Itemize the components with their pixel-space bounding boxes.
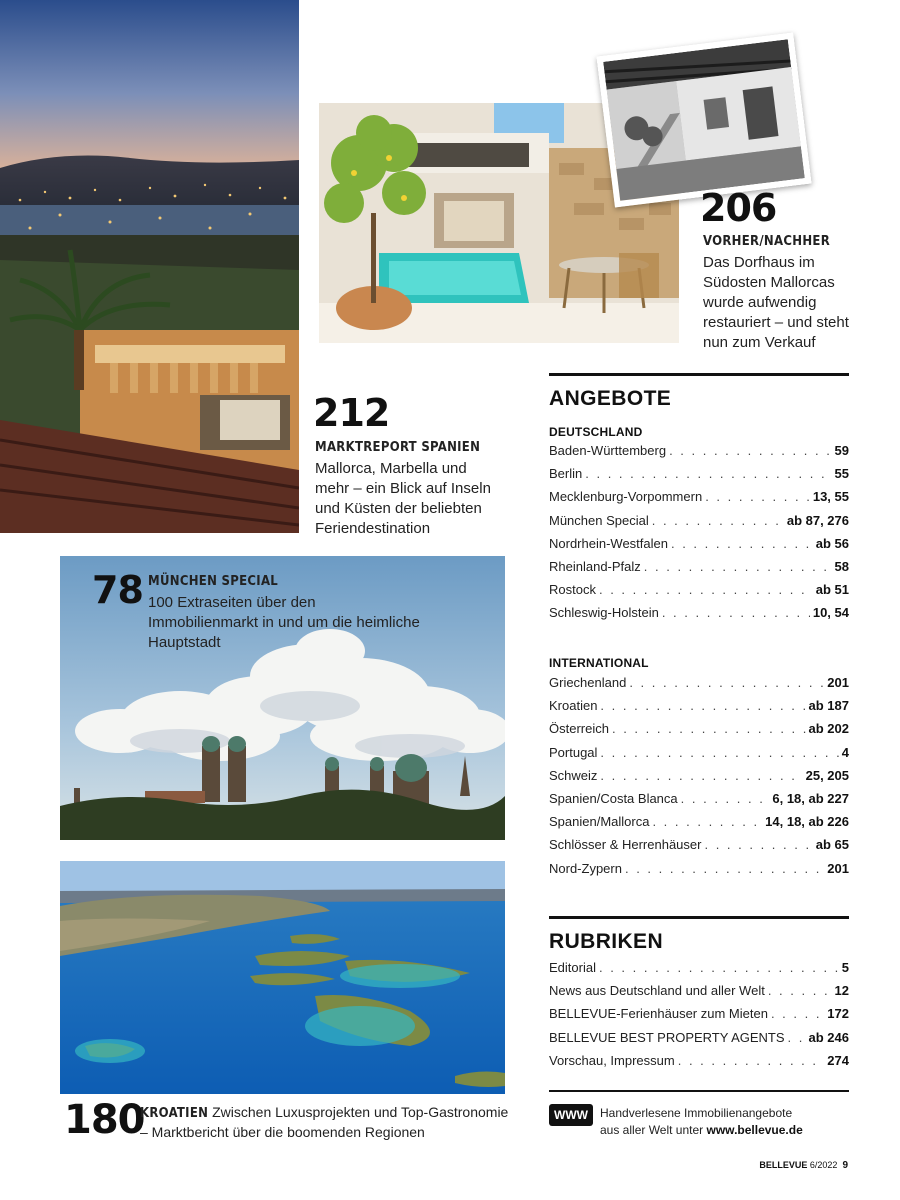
footer-issue: 6/2022 [809, 1160, 838, 1170]
toc-entry [549, 559, 849, 582]
toc-entry-page: ab 65 [815, 837, 849, 853]
feature-text: Zwischen Luxusprojekten und Top-Gastronomie – Marktbericht über die boomenden Regionen [140, 1104, 509, 1140]
feature-kroatien [140, 1103, 510, 1141]
promo-line1: Handverlesene Immobilienangebote [600, 1106, 793, 1120]
footer-magazine: BELLEVUE [759, 1160, 808, 1170]
section-rule [549, 373, 849, 376]
toc-entry [549, 1030, 849, 1053]
toc-entry [549, 536, 849, 559]
feature-muenchen-special [148, 572, 428, 653]
toc-entry [549, 721, 849, 744]
toc-entry-name: Rostock [549, 582, 596, 598]
feature-vorher-nachher [703, 232, 853, 353]
toc-entry-page: ab 202 [808, 721, 849, 737]
toc-entry [549, 582, 849, 605]
toc-entry-name: Griechenland [549, 675, 627, 690]
promo-line2: aus aller Welt unter [600, 1123, 704, 1137]
promo-text [600, 1105, 803, 1139]
toc-entry [549, 675, 849, 698]
toc-entry-name: Schleswig-Holstein [549, 605, 659, 621]
toc-entry-name: Schweiz [549, 767, 598, 783]
toc-entry [549, 443, 849, 466]
feature-number-180: 180 [64, 1097, 145, 1143]
section-rule [549, 1090, 849, 1092]
toc-entry [549, 466, 849, 489]
toc-entry-page: 25, 205 [805, 767, 849, 783]
toc-leader-dots [612, 721, 806, 736]
toc-entry-name: Spanien/Costa Blanca [549, 790, 678, 806]
toc-leader-dots [600, 698, 805, 713]
toc-leader-dots [600, 745, 838, 760]
toc-entry-page: 5 [841, 960, 849, 975]
toc-entry-page: 6, 18, ab 227 [772, 790, 849, 806]
toc-leader-dots [669, 443, 831, 458]
toc-leader-dots [681, 791, 770, 806]
feature-kicker: KROATIEN [140, 1106, 209, 1121]
photo-before-renovation [596, 33, 811, 208]
toc-entry [549, 698, 849, 721]
toc-entry-name: Nordrhein-Westfalen [549, 535, 668, 551]
toc-entry-page: ab 187 [808, 698, 849, 714]
toc-entry [549, 960, 849, 983]
toc-entry-page: 13, 55 [812, 489, 849, 505]
toc-leader-dots [671, 536, 813, 551]
toc-entry-page: ab 56 [815, 535, 849, 551]
toc-entry-name: Kroatien [549, 698, 598, 714]
toc-entry-page: 4 [841, 744, 849, 760]
toc-entry-name: BELLEVUE BEST PROPERTY AGENTS [549, 1029, 785, 1045]
toc-entry-name: BELLEVUE-Ferienhäuser zum Mieten [549, 1006, 768, 1022]
toc-leader-dots [644, 559, 832, 574]
toc-entry [549, 768, 849, 791]
toc-entry-page: 14, 18, ab 226 [765, 814, 849, 830]
toc-entry [549, 489, 849, 512]
toc-entry-name: Österreich [549, 721, 609, 737]
toc-leader-dots [788, 1030, 806, 1045]
toc-entry-name: Baden-Württemberg [549, 443, 667, 458]
toc-entry-page: ab 87, 276 [786, 512, 849, 528]
toc-entry [549, 1006, 849, 1029]
feature-text: Mallorca, Marbella und mehr – ein Blick auf Inseln und Küsten der beliebten Feriendestination [315, 460, 491, 537]
toc-entry-name: Mecklenburg-Vorpommern [549, 489, 703, 505]
toc-leader-dots [585, 466, 831, 481]
section-rule [549, 916, 849, 919]
feature-text: 100 Extraseiten über den Immobilienmarkt in und um die heimliche Hauptstadt [148, 594, 420, 651]
toc-list-deutschland [549, 443, 849, 629]
toc-entry-page: 58 [834, 558, 849, 574]
toc-entry-page: 172 [827, 1006, 849, 1022]
toc-leader-dots [704, 837, 812, 852]
toc-entry-page: 59 [834, 443, 849, 458]
toc-entry-name: Editorial [549, 960, 596, 975]
toc-entry-page: 55 [834, 466, 849, 482]
toc-entry [549, 837, 849, 860]
feature-kicker: VORHER/NACHHER [703, 234, 831, 249]
section-title-angebote: ANGEBOTE [549, 387, 672, 410]
feature-kicker: MARKTREPORT SPANIEN [315, 440, 481, 455]
toc-leader-dots [678, 1053, 825, 1068]
toc-entry-page: ab 51 [815, 582, 849, 598]
toc-leader-dots [768, 983, 832, 998]
toc-entry [549, 745, 849, 768]
feature-number-212: 212 [313, 391, 390, 435]
toc-entry-name: Spanien/Mallorca [549, 814, 650, 830]
toc-leader-dots [652, 814, 762, 829]
toc-entry-name: Berlin [549, 466, 583, 482]
toc-entry [549, 791, 849, 814]
toc-entry-name: Vorschau, Impressum [549, 1052, 675, 1068]
toc-leader-dots [705, 489, 810, 504]
toc-entry-page: 201 [827, 860, 849, 876]
feature-number-206: 206 [700, 186, 777, 230]
toc-leader-dots [599, 960, 839, 975]
toc-entry-name: News aus Deutschland und aller Welt [549, 983, 765, 999]
page-footer [759, 1160, 848, 1171]
toc-entry-page: ab 246 [808, 1029, 849, 1045]
feature-marktreport-spanien [315, 438, 495, 539]
www-icon: WWW [549, 1104, 593, 1126]
toc-leader-dots [625, 861, 824, 876]
toc-leader-dots [771, 1006, 824, 1021]
subsection-title-deutschland: DEUTSCHLAND [549, 425, 643, 439]
footer-page-number: 9 [842, 1160, 848, 1171]
toc-entry-name: Nord-Zypern [549, 860, 622, 876]
toc-leader-dots [662, 605, 810, 620]
photo-croatia-islands [60, 861, 505, 1094]
promo-url-link[interactable]: www.bellevue.de [706, 1123, 803, 1137]
toc-entry [549, 861, 849, 884]
toc-entry-page: 201 [827, 675, 849, 690]
toc-entry [549, 983, 849, 1006]
toc-list-rubriken [549, 960, 849, 1076]
feature-number-78: 78 [92, 568, 143, 612]
toc-entry-page: 274 [827, 1052, 849, 1068]
toc-leader-dots [600, 768, 802, 783]
toc-entry-name: Rheinland-Pfalz [549, 558, 641, 574]
toc-entry-page: 10, 54 [812, 605, 849, 621]
toc-leader-dots [629, 675, 824, 690]
toc-entry [549, 814, 849, 837]
toc-entry [549, 513, 849, 536]
feature-text: Das Dorfhaus im Südosten Mallorcas wurde aufwendig restauriert – und steht nun zum Verkauf [703, 254, 849, 351]
toc-leader-dots [652, 513, 784, 528]
toc-entry-name: Portugal [549, 744, 598, 760]
subsection-title-international: INTERNATIONAL [549, 656, 649, 670]
section-title-rubriken: RUBRIKEN [549, 930, 664, 953]
toc-list-international [549, 675, 849, 884]
toc-entry-page: 12 [834, 983, 849, 999]
toc-entry [549, 605, 849, 628]
toc-leader-dots [599, 582, 813, 597]
toc-entry [549, 1053, 849, 1076]
photo-coastal-evening-view [0, 0, 299, 533]
feature-kicker: MÜNCHEN SPECIAL [148, 574, 279, 589]
toc-entry-name: München Special [549, 512, 649, 528]
toc-entry-name: Schlösser & Herrenhäuser [549, 837, 702, 853]
